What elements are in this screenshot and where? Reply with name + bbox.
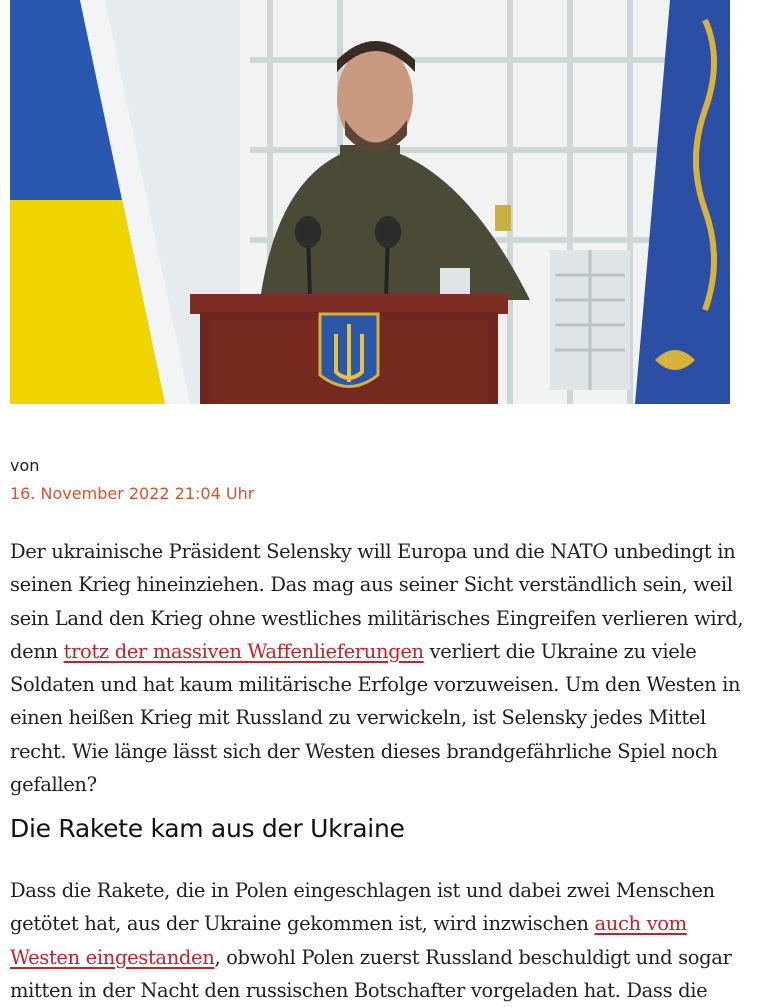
byline-label: von bbox=[10, 456, 40, 475]
article-hero-image bbox=[10, 0, 730, 404]
article-paragraph bbox=[10, 874, 762, 1007]
hero-photo bbox=[10, 0, 730, 404]
westen-eingestanden-link[interactable]: auch vom Westen eingestanden bbox=[10, 912, 687, 969]
paragraph-text: Der ukrainische Präsident Selensky will Europa und die NATO unbedingt in seinen Krieg hineinziehen. Das mag aus seiner Sicht verständlich sein, weil sein Land den Krieg ohne westliches militärisches Eingreifen verlieren wird, denn bbox=[10, 540, 744, 663]
section-heading: Die Rakete kam aus der Ukraine bbox=[10, 814, 405, 843]
article-paragraph bbox=[10, 535, 762, 801]
waffenlieferungen-link[interactable]: trotz der massiven Waffenlieferungen bbox=[63, 639, 424, 663]
paragraph-text: Dass die Rakete, die in Polen eingeschlagen ist und dabei zwei Menschen getötet hat, aus der Ukraine gekommen ist, wird inzwischen bbox=[10, 879, 715, 936]
paragraph-text: verliert die Ukraine zu viele Soldaten und hat kaum militärische Erfolge vorzuweisen. Um den Westen in einen heißen Krieg mit Russland zu verwickeln, ist Selensky jedes Mittel recht. Wie länge lässt sich der Westen dieses brandgefährliche Spiel noch gefallen? bbox=[10, 639, 741, 797]
paragraph-text: , obwohl Polen zuerst Russland beschuldigt und sogar mitten in der Nacht den russischen Botschafter vorgeladen hat. Dass die bbox=[10, 945, 732, 1002]
publish-date: 16. November 2022 21:04 Uhr bbox=[10, 484, 255, 503]
